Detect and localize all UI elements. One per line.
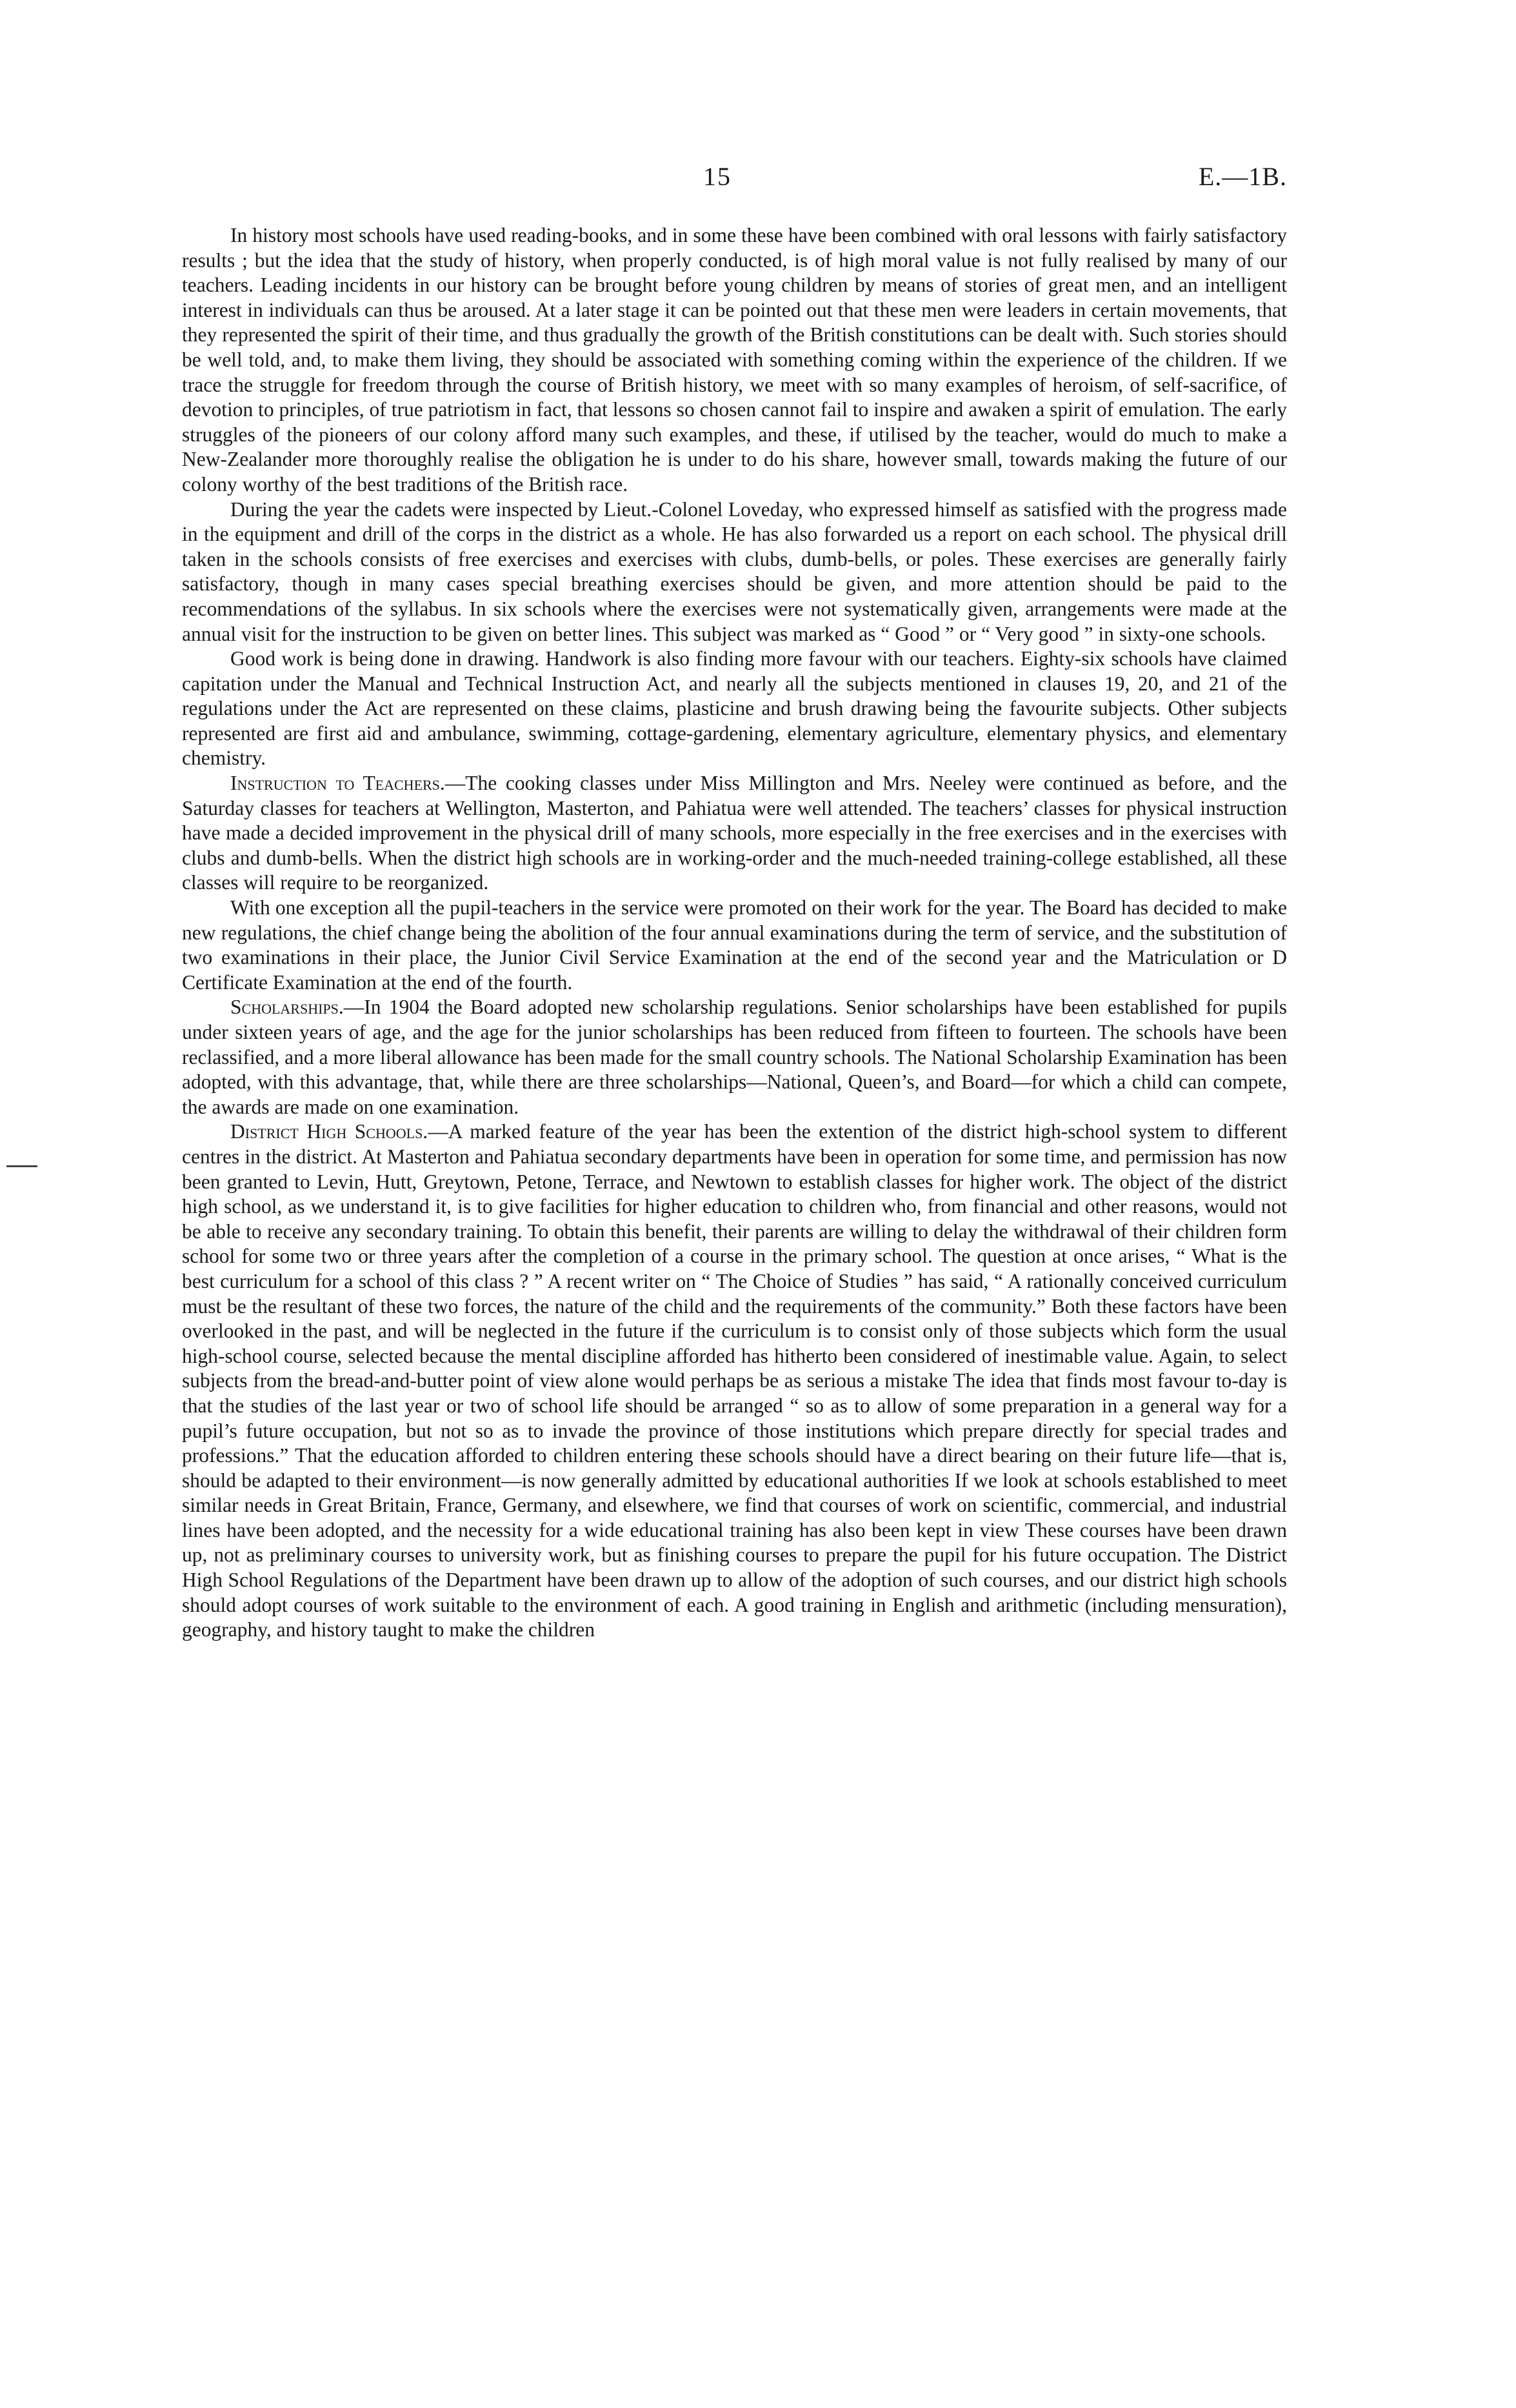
paragraph-history: [182, 223, 1287, 497]
paragraph-pupil-teachers: [182, 896, 1287, 995]
margin-mark: [6, 1165, 37, 1167]
section-heading-district-high-schools: District High Schools.: [230, 1120, 428, 1143]
paragraph-drawing: [182, 647, 1287, 771]
section-heading-scholarships: Scholarships.: [230, 996, 344, 1019]
paragraph-scholarships-text: —In 1904 the Board adopted new scholarship regulations. Senior scholarships have been established for pupils under sixteen years of age, and the age for the junior scholarships has been reduced from fifteen to fourteen. The schools have been reclassified, and a more liberal allowance has been made for the small country schools. The National Scholarship Examination has been adopted, with this advantage, that, while there are three scholarships—National, Queen’s, and Board—for which a child can compete, the awards are made on one examination.: [182, 996, 1287, 1118]
paragraph-drawing-text: Good work is being done in drawing. Handwork is also finding more favour with our teachers. Eighty-six schools have claimed capitation under the Manual and Technical Instruction Act, and nearly all the subjects mentioned in clauses 19, 20, and 21 of the regulations under the Act are represented on these claims, plasticine and brush drawing being the favourite subjects. Other subjects represented are first aid and ambulance, swimming, cottage-gardening, elementary agriculture, elementary physics, and elementary chemistry.: [182, 647, 1287, 770]
paragraph-cadets-text: During the year the cadets were inspected by Lieut.-Colonel Loveday, who expressed himself as satisfied with the progress made in the equipment and drill of the corps in the district as a whole. He has also forwarded us a report on each school. The physical drill taken in the schools consists of free exercises and exercises with clubs, dumb-bells, or poles. These exercises are generally fairly satisfactory, though in many cases special breathing exercises should be given, and more attention should be paid to the recommendations of the syllabus. In six schools where the exercises were not systematically given, arrangements were made at the annual visit for the instruction to be given on better lines. This subject was marked as “ Good ” or “ Very good ” in sixty-one schools.: [182, 497, 1287, 645]
paragraph-instruction-to-teachers: [182, 771, 1287, 896]
paragraph-instruction-text: —The cooking classes under Miss Millington and Mrs. Neeley were continued as before, and the Saturday classes for teachers at Wellington, Masterton, and Pahiatua were well attended. The teachers’ classes for physical instruction have made a decided improvement in the physical drill of many schools, more especially in the free exercises and in the exercises with clubs and dumb-bells. When the district high schools are in working-order and the much-needed training-college established, all these classes will require to be reorganized.: [182, 772, 1287, 894]
paragraph-scholarships: [182, 995, 1287, 1119]
report-text: [182, 223, 1287, 1643]
page-header: [0, 161, 1516, 200]
paragraph-history-text: In history most schools have used reading-books, and in some these have been combined with oral lessons with fairly satisfactory results ; but the idea that the study of history, when properly conducted, is of high moral value is not fully realised by many of our teachers. Leading incidents in our history can be brought before young children by means of stories of great men, and an intelligent interest in individuals can thus be aroused. At a later stage it can be pointed out that these men were leaders in certain movements, that they represented the spirit of their time, and thus gradually the growth of the British constitutions can be dealt with. Such stories should be well told, and, to make them living, they should be associated with something coming within the experience of the children. If we trace the struggle for freedom through the course of British history, we meet with so many examples of heroism, of self-sacrifice, of devotion to principles, of true patriotism in fact, that lessons so chosen cannot fail to inspire and awaken a spirit of emulation. The early struggles of the pioneers of our colony afford many such examples, and these, if utilised by the teacher, would do much to make a New-Zealander more thoroughly realise the obligation he is under to do his share, however small, towards making the future of our colony worthy of the best traditions of the British race.: [182, 224, 1287, 496]
paragraph-district-high-schools: [182, 1119, 1287, 1642]
paragraph-cadets: [182, 497, 1287, 647]
section-heading-instruction-to-teachers: Instruction to Teachers.: [230, 772, 445, 795]
paragraph-district-high-schools-text: —A marked feature of the year has been the extention of the district high-school system to different centres in the district. At Masterton and Pahiatua secondary departments have been in operation for some time, and permission has now been granted to Levin, Hutt, Greytown, Petone, Terrace, and Newtown to establish classes for higher work. The object of the district high school, as we understand it, is to give facilities for higher education to children who, from financial and other reasons, would not be able to receive any secondary training. To obtain this benefit, their parents are willing to delay the withdrawal of their children form school for some two or three years after the completion of a course in the primary school. The question at once arises, “ What is the best curriculum for a school of this class ? ” A recent writer on “ The Choice of Studies ” has said, “ A rationally conceived curriculum must be the resultant of these two forces, the nature of the child and the requirements of the community.” Both these factors have been overlooked in the past, and will be neglected in the future if the curriculum is to consist only of those subjects which form the usual high-school course, selected because the mental discipline afforded has hitherto been considered of inestimable value. Again, to select subjects from the bread-and-butter point of view alone would perhaps be as serious a mistake The idea that finds most favour to-day is that the studies of the last year or two of school life should be arranged “ so as to allow of some preparation in a general way for a pupil’s future occupation, but not so as to invade the province of those institutions which prepare directly for special trades and professions.” That the education afforded to children entering these schools should have a direct bearing on their future life—that is, should be adapted to their environment—is now generally admitted by educational authorities If we look at schools established to meet similar needs in Great Britain, France, Germany, and elsewhere, we find that courses of work on scientific, commercial, and industrial lines have been adopted, and the necessity for a wide educational training has also been kept in view These courses have been drawn up, not as preliminary courses to university work, but as finishing courses to prepare the pupil for his future occupation. The District High School Regulations of the Department have been drawn up to allow of the adoption of such courses, and our district high schools should adopt courses of work suitable to the environment of each. A good training in English and arithmetic (including mensuration), geography, and history taught to make the children: [182, 1120, 1287, 1641]
paragraph-pupil-teachers-text: With one exception all the pupil-teachers in the service were promoted on their work for the year. The Board has decided to make new regulations, the chief change being the abolition of the four annual examinations during the term of service, and the substitution of two examinations in their place, the Junior Civil Service Examination at the end of the second year and the Matriculation or D Certificate Examination at the end of the fourth.: [182, 896, 1287, 994]
page-number: 15: [703, 162, 732, 191]
document-code: E.—1B.: [1198, 162, 1287, 191]
